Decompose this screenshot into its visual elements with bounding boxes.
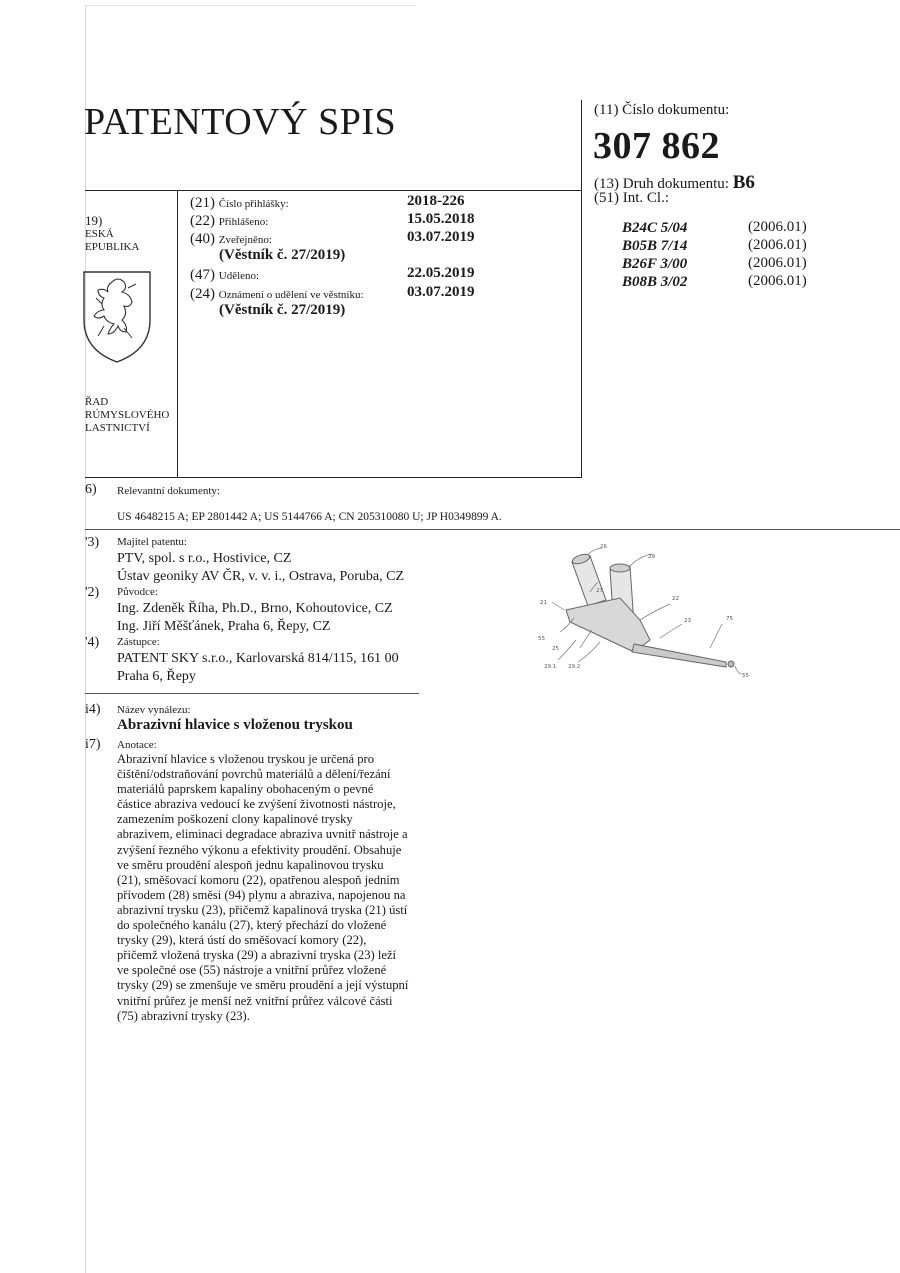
application-number: 2018-226 <box>407 193 465 209</box>
abstract-line: přičemž vložená tryska (29) a abrazivní tryska (23) leží <box>117 948 397 963</box>
frame-line-left-col <box>177 190 178 478</box>
leader-29-2 <box>578 642 600 662</box>
field-label: Zveřejněno: <box>218 234 272 246</box>
figure-label: 27 <box>596 588 603 594</box>
figure-label: 75 <box>726 616 733 622</box>
doc-kind-value: B6 <box>732 172 755 193</box>
country-name-1: ESKÁ <box>85 228 114 240</box>
relevant-docs-text: US 4648215 A; EP 2801442 A; US 5144766 A; CN 205310080 U; JP H0349899 A. <box>117 511 502 523</box>
classification-code: B26F 3/00 <box>622 256 688 272</box>
figure-label: 21 <box>540 600 547 606</box>
field-label: Uděleno: <box>218 270 260 282</box>
classification-row <box>622 237 822 255</box>
figure-label: 55 <box>538 636 545 642</box>
filed-date: 15.05.2018 <box>407 211 475 227</box>
owner-line-2: Ústav geoniky AV ČR, v. v. i., Ostrava, Poruba, CZ <box>117 569 404 584</box>
grant-notice-row <box>190 286 364 303</box>
abstract-line: do společného kanálu (27), který přechází do vložené <box>117 918 387 933</box>
page-title: PATENTOVÝ SPIS <box>84 101 397 143</box>
scan-edge-top <box>85 5 415 6</box>
inventor-code: '2) <box>85 585 100 600</box>
owner-label: Majitel patentu: <box>117 536 187 548</box>
field-code: (24) <box>190 286 215 302</box>
figure-label: 22 <box>672 596 679 602</box>
drawing-cylinder-29-top <box>610 564 630 572</box>
frame-line-bottom <box>85 477 582 478</box>
intcl-label: (51) Int. Cl.: <box>594 190 669 206</box>
divider-line <box>85 693 419 694</box>
office-name-2: RÚMYSLOVÉHO <box>85 409 170 421</box>
classification-code: B24C 5/04 <box>622 220 688 236</box>
abstract-line: materiálů paprskem kapaliny obohaceným o pevné <box>117 782 374 797</box>
filed-row <box>190 213 268 230</box>
field-code: (47) <box>190 267 215 283</box>
inventor-line-1: Ing. Zdeněk Říha, Ph.D., Brno, Kohoutovice, CZ <box>117 601 393 616</box>
field-code: (21) <box>190 195 215 211</box>
abstract-line: zamezením poškození clony kapalinové trysky <box>117 812 353 827</box>
classification-version: (2006.01) <box>748 219 807 235</box>
inventor-line-2: Ing. Jiří Měšťánek, Praha 6, Řepy, CZ <box>117 619 331 634</box>
abstract-line: částice abraziva vedoucí ke zvýšení životnosti nástroje, <box>117 797 396 812</box>
published-date: 03.07.2019 <box>407 229 475 245</box>
abstract-code: i7) <box>85 737 101 752</box>
relevant-docs-label: Relevantní dokumenty: <box>117 485 220 497</box>
figure-label: 29.1 <box>544 664 557 670</box>
office-name-1: ŘAD <box>85 396 109 408</box>
field-label: Číslo přihlášky: <box>218 198 289 210</box>
agent-line-2: Praha 6, Řepy <box>117 669 196 684</box>
patent-drawing <box>530 540 770 680</box>
classification-code: B05B 7/14 <box>622 238 688 254</box>
figure-label: 29.2 <box>568 664 581 670</box>
field-label: Oznámení o udělení ve věstníku: <box>218 289 364 301</box>
figure-label: 55 <box>742 673 749 679</box>
inventor-label: Původce: <box>117 586 158 598</box>
leader-21 <box>552 602 564 610</box>
abstract-line: zvýšení řezného výkonu a efektivity proudění. Obsahuje <box>117 842 402 857</box>
coat-of-arms-icon <box>82 268 154 364</box>
granted-date: 22.05.2019 <box>407 265 475 281</box>
abstract-label: Anotace: <box>117 739 157 751</box>
invention-name-label: Název vynálezu: <box>117 704 191 716</box>
field-code: (40) <box>190 231 215 247</box>
figure-label: 29 <box>648 554 655 560</box>
abstract-line: abrazivem, eliminaci degradace abraziva uvnitř nástroje a <box>117 827 408 842</box>
abstract-line: (75) abrazivní trysky (23). <box>117 1008 250 1023</box>
relevant-docs-code: 6) <box>85 482 97 497</box>
invention-name-code: i4) <box>85 702 101 717</box>
leader-55-right <box>735 666 741 674</box>
abstract-line: Abrazivní hlavice s vloženou tryskou je určená pro <box>117 752 375 766</box>
application-number-row <box>190 195 289 212</box>
bulletin-1: (Věstník č. 27/2019) <box>219 247 346 263</box>
frame-line-top <box>85 190 581 191</box>
published-row <box>190 231 272 248</box>
figure-label: 23 <box>684 618 691 624</box>
leader-25 <box>580 630 592 648</box>
abstract-text <box>117 752 437 1024</box>
divider-line <box>85 529 900 530</box>
classification-version: (2006.01) <box>748 255 807 271</box>
field-label: Přihlášeno: <box>218 216 269 228</box>
leader-23 <box>660 624 682 638</box>
abstract-line: (21), směšovací komoru (22), opatřenou alespoň jedním <box>117 872 400 887</box>
figure-label: 25 <box>552 646 559 652</box>
owner-code: '3) <box>85 535 100 550</box>
drawing-nozzle <box>632 644 726 667</box>
doc-number-label: (11) Číslo dokumentu: <box>594 102 730 118</box>
abstract-line: trysky (29) se zmenšuje ve směru proudění a její výstupní <box>117 978 409 993</box>
classification-version: (2006.01) <box>748 273 807 289</box>
granted-row <box>190 267 259 284</box>
abstract-line: přívodem (28) směsi (94) plynu a abraziva, napojenou na <box>117 887 406 902</box>
abstract-line: trysky (29), která ústí do směšovací komory (22), <box>117 933 367 948</box>
classification-version: (2006.01) <box>748 237 807 253</box>
country-code: 19) <box>85 213 103 228</box>
bulletin-2: (Věstník č. 27/2019) <box>219 302 346 318</box>
classification-row <box>622 273 822 291</box>
agent-label: Zástupce: <box>117 636 160 648</box>
classification-row <box>622 219 822 237</box>
leader-29-1 <box>558 640 576 660</box>
owner-line-1: PTV, spol. s r.o., Hostivice, CZ <box>117 551 292 566</box>
frame-line-right <box>581 100 582 478</box>
figure-label: 26 <box>600 544 607 550</box>
drawing-body <box>566 598 650 652</box>
classification-code: B08B 3/02 <box>622 274 688 290</box>
grant-notice-date: 03.07.2019 <box>407 284 475 300</box>
abstract-line: čištění/odstraňování povrchů materiálů a dělení/řezání <box>117 767 391 782</box>
abstract-line: ve směru proudění alespoň jednu kapalinovou trysku <box>117 857 384 872</box>
leader-75 <box>710 624 722 648</box>
agent-line-1: PATENT SKY s.r.o., Karlovarská 814/115, 161 00 <box>117 651 399 666</box>
abstract-line: ve společné ose (55) nástroje a vnitřní průřez vložené <box>117 963 387 978</box>
abstract-line: abrazivní trysku (23), přičemž kapalinová tryska (21) ústí <box>117 902 408 917</box>
abstract-line: vnitřní průřez je menší než vnitřní průřez válcové části <box>117 993 393 1008</box>
doc-number: 307 862 <box>593 125 720 167</box>
field-code: (22) <box>190 213 215 229</box>
country-name-2: EPUBLIKA <box>85 241 140 253</box>
classification-row <box>622 255 822 273</box>
drawing-nozzle-tip <box>728 661 734 667</box>
doc-kind-label: (13) Druh dokumentu: <box>594 176 729 192</box>
agent-code: '4) <box>85 635 100 650</box>
invention-name: Abrazivní hlavice s vloženou tryskou <box>117 717 353 733</box>
leader-22 <box>640 604 670 620</box>
office-name-3: LASTNICTVÍ <box>85 422 150 434</box>
classification-list <box>622 219 822 291</box>
